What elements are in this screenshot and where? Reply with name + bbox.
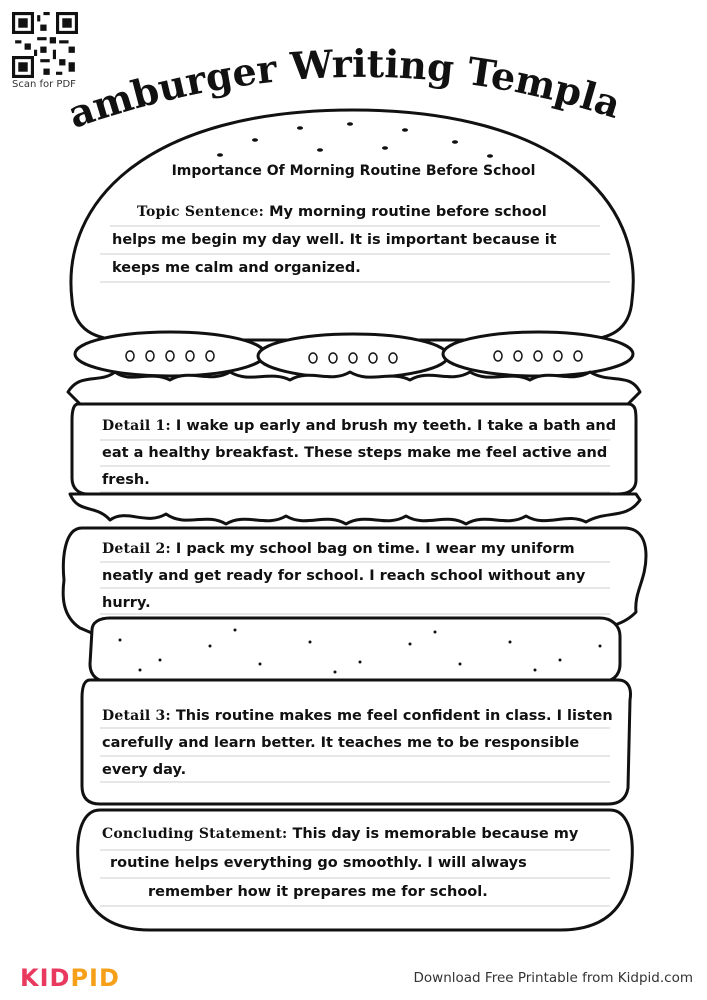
detail3-label: Detail 3:	[102, 708, 171, 724]
conclusion-text-3: remember how it prepares me for school.	[148, 884, 488, 900]
kidpid-logo[interactable]	[20, 964, 120, 992]
top-bun	[71, 110, 633, 340]
detail3-line-1	[102, 708, 613, 724]
conclusion-text-1: This day is memorable because my	[292, 826, 579, 842]
detail1-text-1: I wake up early and brush my teeth. I take a bath and	[175, 418, 617, 434]
detail1-text-3: fresh.	[102, 472, 150, 488]
topic-text-1: My morning routine before school	[269, 204, 547, 220]
detail2-line-1	[102, 541, 575, 557]
topic-text-3: keeps me calm and organized.	[112, 260, 361, 276]
footer-download-link[interactable]: Download Free Printable from Kidpid.com	[413, 970, 693, 986]
conclusion-label: Concluding Statement:	[102, 826, 288, 842]
qr-label: Scan for PDF	[12, 79, 76, 90]
detail2-text-1: I pack my school bag on time. I wear my uniform	[175, 541, 575, 557]
topic-label: Topic Sentence:	[137, 204, 265, 220]
worksheet-subtitle: Importance Of Morning Routine Before School	[171, 163, 536, 179]
topic-line-1	[137, 204, 547, 220]
logo-part-b: PID	[70, 964, 120, 992]
detail1-text-2: eat a healthy breakfast. These steps make me feel active and	[102, 445, 608, 461]
svg-text:Hamburger Writing Template	[0, 30, 626, 137]
page-title	[0, 30, 707, 140]
detail3-text-1: This routine makes me feel confident in class. I listen	[175, 708, 613, 724]
logo-part-a: KID	[20, 964, 71, 992]
tomato-slices	[75, 332, 633, 378]
detail2-label: Detail 2:	[102, 541, 171, 557]
topic-text-2: helps me begin my day well. It is important because it	[112, 232, 557, 248]
conclusion-line-1	[102, 826, 578, 842]
patty	[90, 618, 620, 682]
conclusion-text-2: routine helps everything go smoothly. I will always	[110, 855, 527, 871]
detail1-line-1	[102, 418, 616, 434]
detail3-text-2: carefully and learn better. It teaches me to be responsible	[102, 735, 580, 751]
title-text: amburger Writing Templa	[62, 40, 627, 137]
detail1-label: Detail 1:	[102, 418, 171, 434]
lettuce-middle	[70, 494, 640, 524]
lettuce-top	[68, 372, 640, 404]
detail2-text-2: neatly and get ready for school. I reach school without any	[102, 568, 586, 584]
detail3-text-3: every day.	[102, 762, 187, 778]
detail2-text-3: hurry.	[102, 595, 151, 611]
